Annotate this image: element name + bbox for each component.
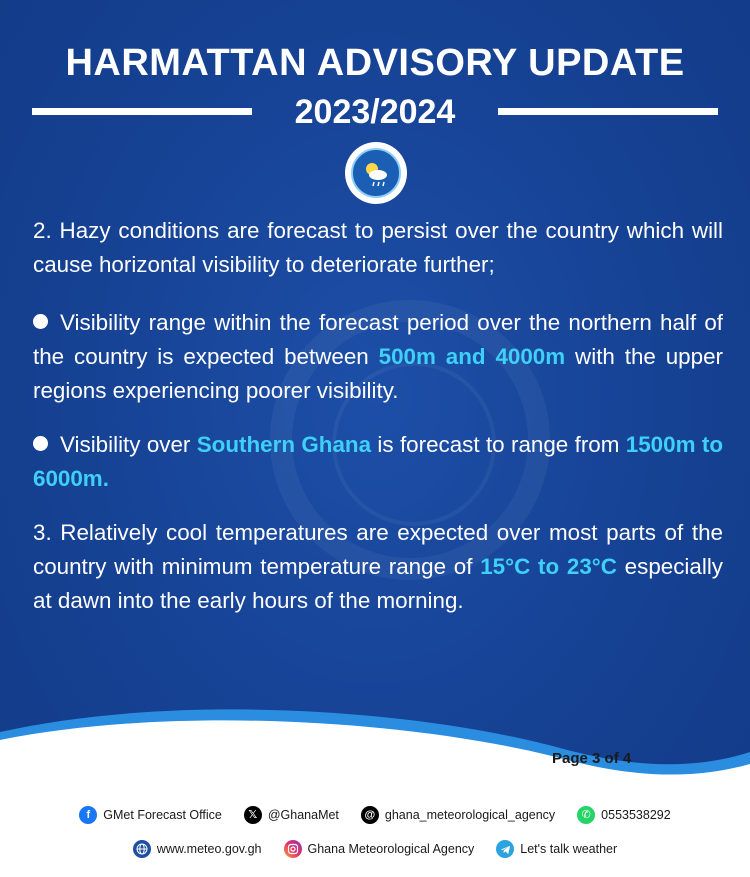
- x-icon: 𝕏: [244, 806, 262, 824]
- x-label: @GhanaMet: [267, 808, 339, 822]
- bullet-icon: [33, 314, 48, 329]
- bullet-text: Visibility range within the forecast period over the northern half of the country is expected between: [33, 310, 723, 369]
- instagram-icon: [284, 840, 302, 858]
- footer-website[interactable]: [133, 840, 262, 858]
- paragraph-text: 3. Relatively cool temperatures are expected over most parts of the country with minimum temperature range of: [33, 520, 723, 579]
- telegram-icon: [496, 840, 514, 858]
- year-label: 2023/2024: [294, 93, 456, 131]
- facebook-label: GMet Forecast Office: [103, 808, 222, 822]
- footer-telegram[interactable]: [496, 840, 617, 858]
- whatsapp-icon: ✆: [577, 806, 595, 824]
- footer-instagram[interactable]: [284, 840, 475, 858]
- paragraph-text: especially at dawn into the early hours of the morning.: [33, 554, 723, 613]
- agency-logo: [345, 142, 407, 204]
- bullet-icon: [33, 436, 48, 451]
- right-divider: [498, 108, 718, 115]
- globe-icon: [133, 840, 151, 858]
- left-divider: [32, 108, 252, 115]
- page-indicator: Page 3 of 4: [552, 750, 632, 767]
- threads-label: ghana_meteorological_agency: [384, 808, 556, 822]
- telegram-label: Let's talk weather: [520, 842, 618, 856]
- year-row: [0, 93, 750, 129]
- footer-whatsapp[interactable]: [577, 806, 671, 824]
- highlight-southern-ghana: Southern Ghana: [196, 432, 372, 457]
- paragraph-2: 2. Hazy conditions are forecast to persist over the country which will cause horizontal visibility to deteriorate further;: [33, 218, 723, 277]
- highlight-temperature-range: 15°C to 23°C: [480, 554, 617, 579]
- footer-threads[interactable]: [361, 806, 555, 824]
- threads-icon: @: [361, 806, 379, 824]
- advisory-content: [33, 214, 723, 638]
- bullet-text: Visibility over: [60, 432, 197, 457]
- paragraph-3: [33, 516, 723, 618]
- bullet-text: is forecast to range from: [371, 432, 626, 457]
- bullet-southern-visibility: [33, 428, 723, 496]
- page-title: HARMATTAN ADVISORY UPDATE: [65, 42, 685, 84]
- highlight-southern-range: 1500m to 6000m.: [33, 432, 723, 491]
- footer-x[interactable]: [244, 806, 339, 824]
- footer-row-2: [0, 840, 750, 858]
- footer-row-1: [0, 806, 750, 824]
- agency-logo-inner: [351, 148, 401, 198]
- facebook-icon: f: [79, 806, 97, 824]
- bullet-text: with the upper regions experiencing poorer visibility.: [33, 344, 723, 403]
- weather-icon: [361, 158, 391, 188]
- instagram-label: Ghana Meteorological Agency: [307, 842, 475, 856]
- bullet-northern-visibility: [33, 306, 723, 408]
- website-label: www.meteo.gov.gh: [156, 842, 262, 856]
- highlight-northern-range: 500m and 4000m: [378, 344, 566, 369]
- footer-facebook[interactable]: [79, 806, 222, 824]
- whatsapp-label: 0553538292: [601, 808, 671, 822]
